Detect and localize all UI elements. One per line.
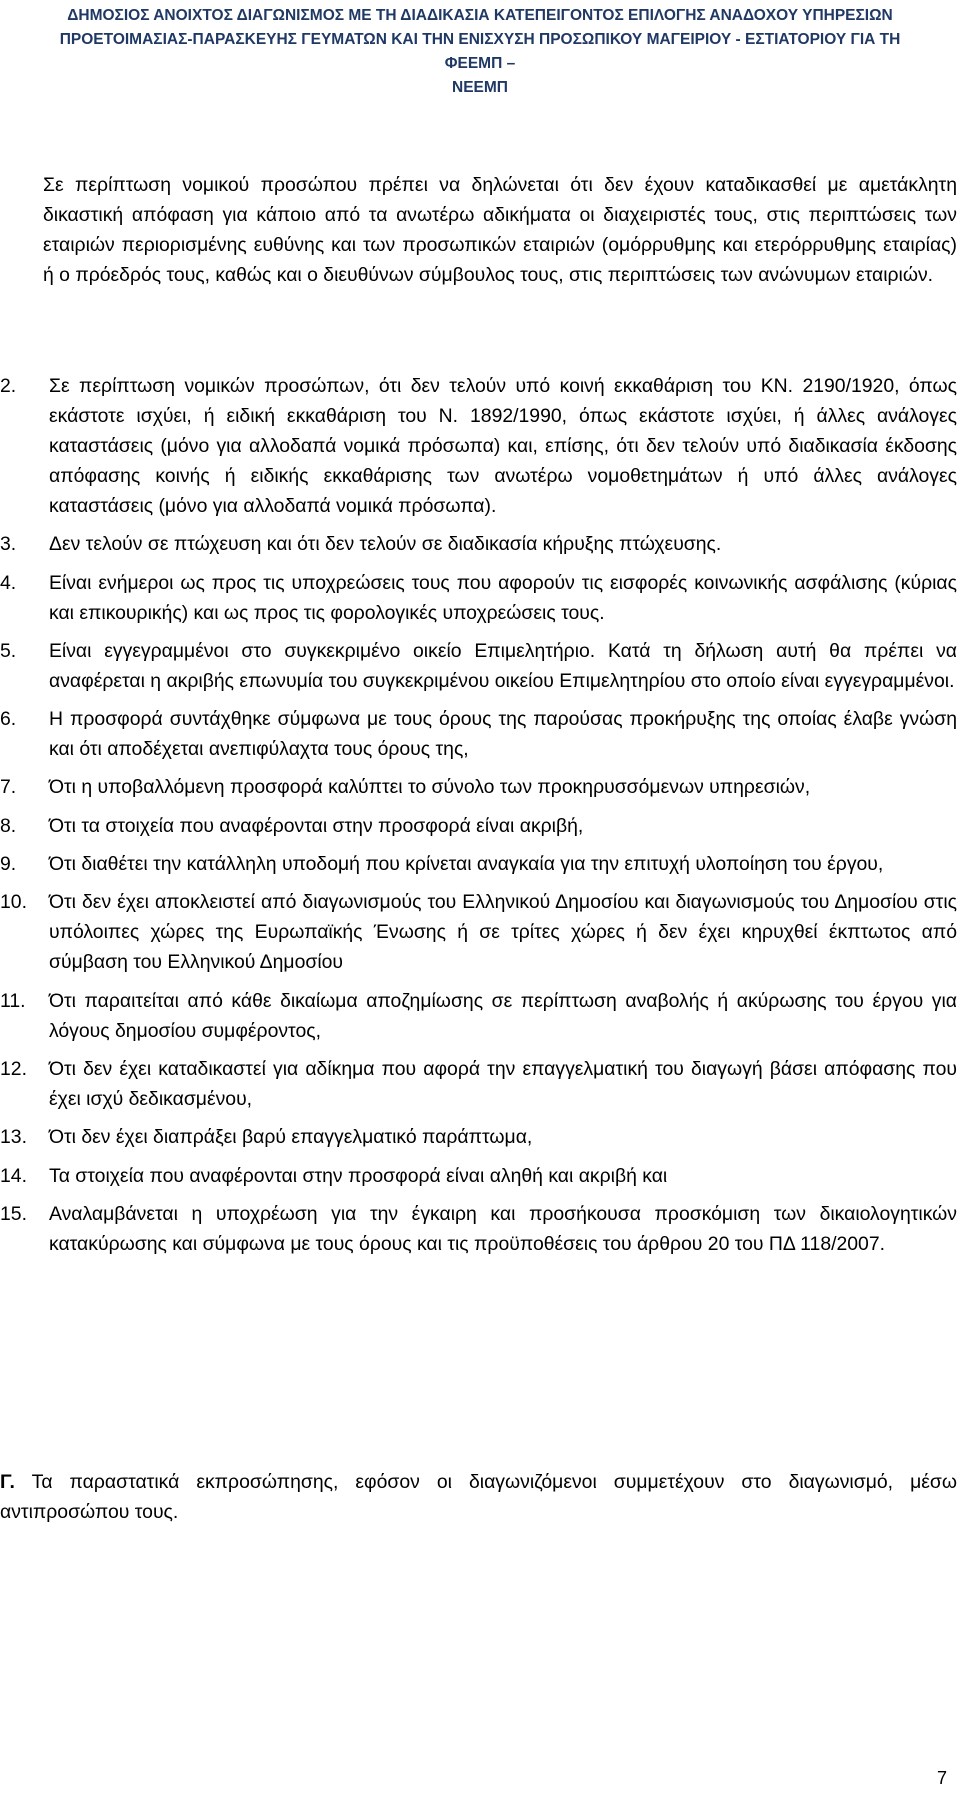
list-item bbox=[0, 887, 957, 977]
list-item-number: 12. bbox=[0, 1057, 27, 1080]
list-item bbox=[0, 636, 957, 696]
list-item bbox=[0, 986, 957, 1046]
list-item-text: Ότι δεν έχει αποκλειστεί από διαγωνισμούς του Ελληνικού Δημοσίου και διαγωνισμούς του Δημοσίου στις υπόλοιπες χώρες της Ευρωπαϊκής Ένωσης ή σε τρίτες χώρες ή δεν έχει κηρυχθεί έκπτωτος από σύμβαση του Ελληνικού Δημοσίου bbox=[49, 891, 957, 974]
list-item-text: Ότι διαθέτει την κατάλληλη υποδομή που κρίνεται αναγκαία για την επιτυχή υλοποίηση του έργου, bbox=[49, 853, 884, 876]
list-item-number: 2. bbox=[0, 375, 17, 397]
list-item-text: Ότι τα στοιχεία που αναφέρονται στην προσφορά είναι ακριβή, bbox=[49, 814, 584, 837]
list-item-number: 11. bbox=[0, 989, 26, 1012]
list-item-text: Αναλαμβάνεται η υποχρέωση για την έγκαιρη και προσήκουσα προσκόμιση των δικαιολογητικών κατακύρωσης και σύμφωνα με τους όρους και τις προϋποθέσεις του άρθρου 20 του ΠΔ 118/2007. bbox=[49, 1202, 957, 1255]
page-number: 7 bbox=[936, 1768, 947, 1788]
list-item-text: Ότι δεν έχει διαπράξει βαρύ επαγγελματικό παράπτωμα, bbox=[49, 1126, 533, 1149]
list-item bbox=[0, 371, 957, 521]
list-item bbox=[0, 568, 957, 628]
list-item-number: 14. bbox=[0, 1164, 27, 1187]
section-g-text: Τα παραστατικά εκπροσώπησης, εφόσον οι διαγωνιζόμενοι συμμετέχουν στο διαγωνισμό, μέσω αντιπροσώπου τους. bbox=[0, 1471, 957, 1523]
list-item-text: Ότι η υποβαλλόμενη προσφορά καλύπτει το σύνολο των προκηρυσσόμενων υπηρεσιών, bbox=[49, 776, 811, 799]
intro-paragraph: Σε περίπτωση νομικού προσώπου πρέπει να δηλώνεται ότι δεν έχουν καταδικασθεί με αμετάκλητη δικαστική απόφαση για κάποιο από τα ανωτέρω αδικήματα οι διαχειριστές τους, στις περιπτώσεις των εταιριών περιορισμένης ευθύνης και των προσωπικών εταιριών (ομόρρυθμης και ετερόρρυθμης εταιρίας) ή ο πρόεδρός τους, καθώς και ο διευθύνων σύμβουλος τους, στις περιπτώσεις των ανώνυμων εταιριών. bbox=[43, 174, 957, 286]
list-item bbox=[0, 1161, 957, 1191]
list-item bbox=[0, 704, 957, 764]
list-item bbox=[0, 529, 957, 559]
list-item-number: 8. bbox=[0, 814, 17, 837]
list-item-number: 3. bbox=[0, 533, 17, 556]
list-item bbox=[0, 1054, 957, 1114]
header-line-3: ΝΕΕΜΠ bbox=[452, 79, 508, 96]
list-item-number: 13. bbox=[0, 1126, 27, 1149]
list-item-number: 7. bbox=[0, 776, 17, 799]
list-item bbox=[0, 1122, 957, 1152]
list-item-number: 10. bbox=[0, 891, 27, 914]
list-item-text: Τα στοιχεία που αναφέρονται στην προσφορά είναι αληθή και ακριβή και bbox=[49, 1164, 668, 1187]
list-item-text: Είναι ενήμεροι ως προς τις υποχρεώσεις τους που αφορούν τις εισφορές κοινωνικής ασφάλισης (κύριας και επικουρικής) και ως προς τις φορολογικές υποχρεώσεις τους. bbox=[49, 571, 957, 624]
list-item-number: 9. bbox=[0, 853, 17, 876]
document-header bbox=[30, 4, 930, 100]
list-item-number: 15. bbox=[0, 1202, 27, 1225]
list-item-text: Ότι παραιτείται από κάθε δικαίωμα αποζημίωσης σε περίπτωση αναβολής ή ακύρωσης του έργου για λόγους δημοσίου συμφέροντος, bbox=[49, 989, 957, 1042]
section-g-paragraph bbox=[0, 1467, 957, 1527]
list-item-number: 4. bbox=[0, 571, 17, 594]
list-item bbox=[0, 1199, 957, 1259]
section-g-label: Γ. bbox=[0, 1471, 15, 1493]
list-item-text: Δεν τελούν σε πτώχευση και ότι δεν τελούν σε διαδικασία κήρυξης πτώχευσης. bbox=[49, 533, 722, 556]
header-line-1: ΔΗΜΟΣΙΟΣ ΑΝΟΙΧΤΟΣ ΔΙΑΓΩΝΙΣΜΟΣ ΜΕ ΤΗ ΔΙΑΔΙΚΑΣΙΑ ΚΑΤΕΠΕΙΓΟΝΤΟΣ ΕΠΙΛΟΓΗΣ ΑΝΑΔΟΧΟΥ ΥΠΗΡΕΣΙΩΝ bbox=[67, 7, 893, 24]
list-item-text: Η προσφορά συντάχθηκε σύμφωνα με τους όρους της παρούσας προκήρυξης της οποίας έλαβε γνώση και ότι αποδέχεται ανεπιφύλαχτα τους όρους της, bbox=[49, 708, 957, 761]
list-item-text: Είναι εγγεγραμμένοι στο συγκεκριμένο οικείο Επιμελητήριο. Κατά τη δήλωση αυτή θα πρέπει να αναφέρεται η ακριβής επωνυμία του συγκεκριμένου οικείου Επιμελητηρίου στο οποίο είναι εγγεγραμμένοι. bbox=[49, 639, 957, 692]
header-line-2: ΠΡΟΕΤΟΙΜΑΣΙΑΣ-ΠΑΡΑΣΚΕΥΗΣ ΓΕΥΜΑΤΩΝ ΚΑΙ ΤΗΝ ΕΝΙΣΧΥΣΗ ΠΡΟΣΩΠΙΚΟΥ ΜΑΓΕΙΡΙΟΥ - ΕΣΤΙΑΤΟΡΙΟΥ ΓΙΑ ΤΗ ΦΕΕΜΠ – bbox=[59, 31, 901, 72]
list-item-number: 6. bbox=[0, 708, 17, 731]
requirements-list bbox=[0, 371, 957, 1267]
list-item bbox=[0, 772, 957, 802]
list-item bbox=[0, 849, 957, 879]
list-item-text: Ότι δεν έχει καταδικαστεί για αδίκημα που αφορά την επαγγελματική του διαγωγή βάσει απόφασης που έχει ισχύ δεδικασμένου, bbox=[49, 1057, 957, 1110]
list-item bbox=[0, 811, 957, 841]
list-item-number: 5. bbox=[0, 639, 17, 662]
list-item-text: Σε περίπτωση νομικών προσώπων, ότι δεν τελούν υπό κοινή εκκαθάριση του ΚΝ. 2190/1920, όπως εκάστοτε ισχύει, ή ειδική εκκαθάριση του Ν. 1892/1990, όπως εκάστοτε ισχύει, ή άλλες ανάλογες καταστάσεις (μόνο για αλλοδαπά νομικά πρόσωπα) και, επίσης, ότι δεν τελούν υπό διαδικασία έκδοσης απόφασης κοινής ή ειδικής εκκαθάρισης των ανωτέρω νομοθετημάτων ή υπό άλλες ανάλογες καταστάσεις (μόνο για αλλοδαπά νομικά πρόσωπα). bbox=[49, 375, 957, 517]
